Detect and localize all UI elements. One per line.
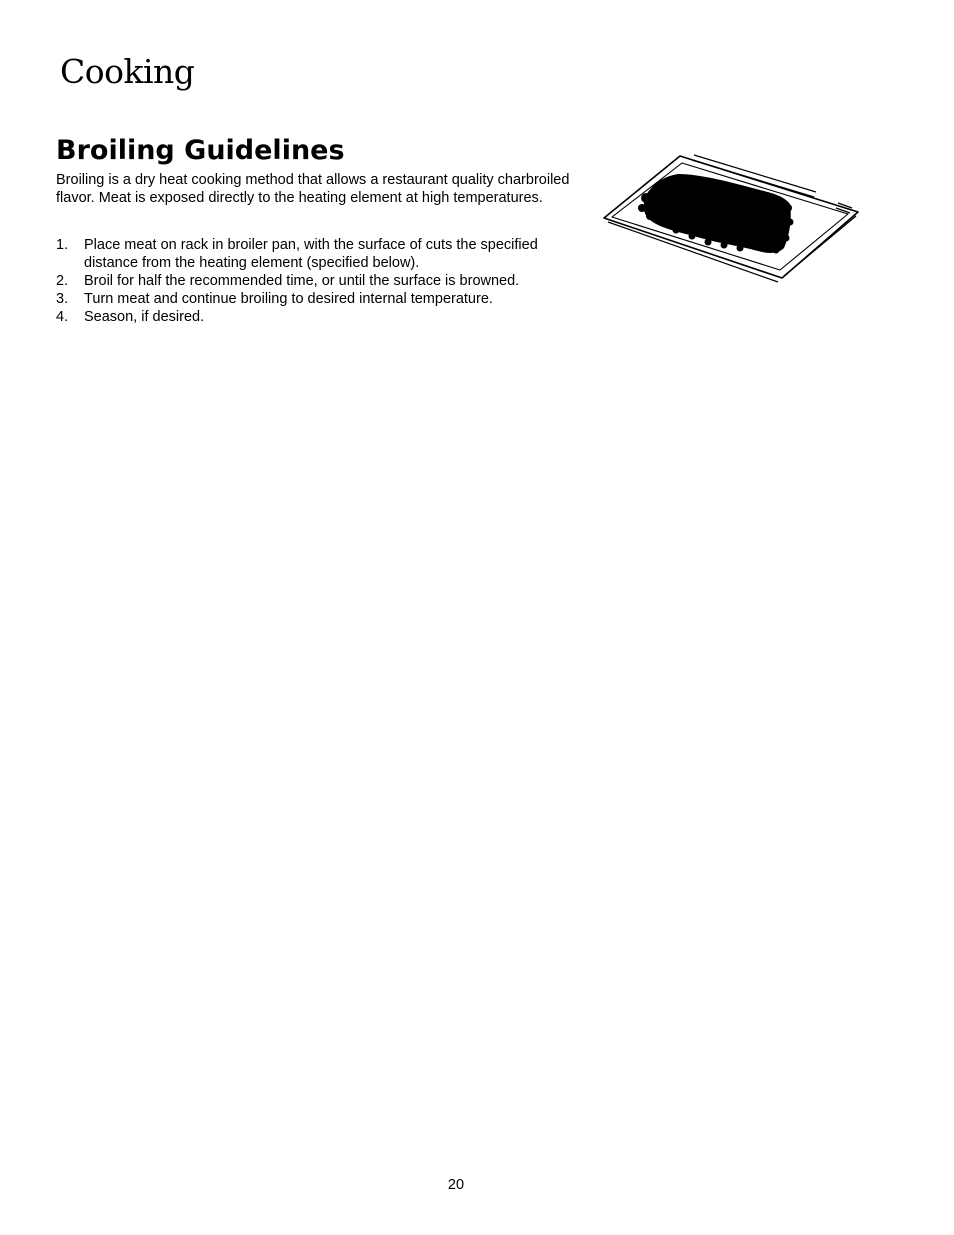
step-text: Place meat on rack in broiler pan, with the surface of cuts the specified distance from the heating element (specified below).: [84, 237, 538, 271]
step-number: 1.: [56, 237, 69, 253]
step-number: 4.: [56, 309, 69, 325]
broiler-pan-with-meat-icon: [600, 150, 862, 285]
list-item: [56, 290, 586, 308]
list-item: [56, 236, 586, 272]
page-number: 20: [447, 1177, 465, 1193]
page-title: Cooking: [60, 52, 195, 91]
step-number: 2.: [56, 273, 69, 289]
intro-paragraph: Broiling is a dry heat cooking method that allows a restaurant quality charbroiled flavor. Meat is exposed directly to the heating element at high temperatures.: [56, 172, 570, 206]
step-text: Turn meat and continue broiling to desired internal temperature.: [84, 291, 493, 307]
step-text: Broil for half the recommended time, or until the surface is browned.: [84, 273, 520, 289]
list-item: [56, 272, 586, 290]
step-text: Season, if desired.: [84, 309, 205, 325]
list-item: [56, 308, 586, 326]
steps-list: [56, 236, 586, 326]
step-number: 3.: [56, 291, 69, 307]
section-title: Broiling Guidelines: [56, 135, 345, 166]
